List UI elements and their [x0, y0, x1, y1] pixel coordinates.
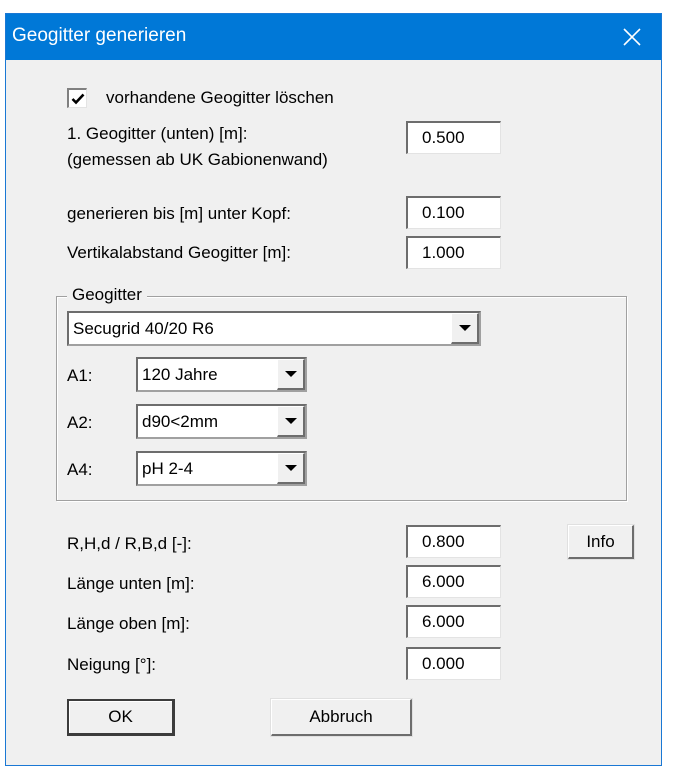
dialog-window [5, 13, 662, 766]
rhd-label: R,H,d / R,B,d [-]: [67, 534, 192, 553]
generate-until-label: generieren bis [m] unter Kopf: [67, 204, 291, 223]
a4-label: A4: [67, 460, 93, 479]
a1-dropdown-button[interactable] [277, 359, 305, 390]
length-bottom-label: Länge unten [m]: [67, 574, 195, 593]
first-geogrid-input[interactable] [406, 121, 501, 154]
rhd-input[interactable] [406, 525, 501, 558]
generate-until-input[interactable] [406, 196, 501, 229]
info-button[interactable]: Info [568, 525, 634, 559]
geogrid-product-dropdown-button[interactable] [451, 313, 479, 344]
checkmark-icon [71, 93, 85, 105]
window-title: Geogitter generieren [12, 25, 187, 46]
length-top-input[interactable] [406, 605, 501, 638]
vertical-spacing-input[interactable] [406, 236, 501, 269]
delete-existing-label[interactable]: vorhandene Geogitter löschen [106, 88, 334, 107]
title-bar[interactable] [6, 14, 661, 60]
delete-existing-checkbox[interactable] [67, 88, 87, 108]
a2-label: A2: [67, 413, 93, 432]
cancel-button[interactable]: Abbruch [271, 699, 412, 736]
geogitter-group-legend: Geogitter [67, 285, 147, 305]
a1-value: 120 Jahre [142, 365, 218, 384]
geogrid-product-value: Secugrid 40/20 R6 [73, 319, 214, 338]
a2-select[interactable] [136, 404, 307, 439]
length-top-label: Länge oben [m]: [67, 614, 190, 633]
a4-value: pH 2-4 [142, 459, 194, 478]
a1-label: A1: [67, 366, 93, 385]
first-geogrid-label: 1. Geogitter (unten) [m]: [67, 124, 248, 143]
length-bottom-input[interactable] [406, 565, 501, 598]
a4-select[interactable] [136, 451, 307, 486]
inclination-label: Neigung [°]: [67, 655, 157, 674]
close-button[interactable] [603, 14, 661, 60]
chevron-down-icon [459, 325, 471, 331]
geogrid-product-select[interactable] [67, 311, 481, 346]
close-icon [623, 28, 641, 46]
chevron-down-icon [285, 465, 297, 471]
inclination-input[interactable] [406, 647, 501, 680]
vertical-spacing-label: Vertikalabstand Geogitter [m]: [67, 243, 291, 262]
ok-button[interactable]: OK [67, 699, 175, 736]
first-geogrid-sublabel: (gemessen ab UK Gabionenwand) [67, 150, 328, 169]
a2-value: d90<2mm [142, 412, 219, 431]
a2-dropdown-button[interactable] [277, 406, 305, 437]
a4-dropdown-button[interactable] [277, 453, 305, 484]
a1-select[interactable] [136, 357, 307, 392]
chevron-down-icon [285, 418, 297, 424]
chevron-down-icon [285, 371, 297, 377]
